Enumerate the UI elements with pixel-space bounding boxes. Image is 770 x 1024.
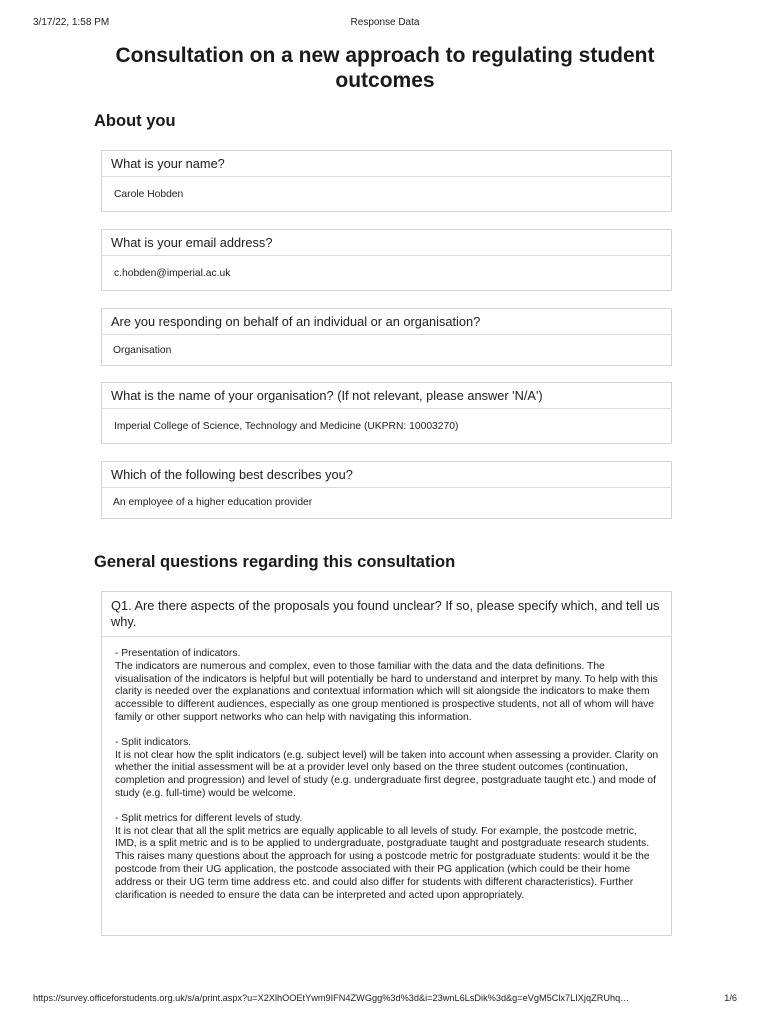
answer-text: Organisation <box>113 345 172 356</box>
question-text: Which of the following best describes you? <box>102 462 671 488</box>
question-card-organisation <box>101 382 672 444</box>
question-card-describes <box>101 461 672 519</box>
question-text: Q1. Are there aspects of the proposals you found unclear? If so, please specify which, and tell us why. <box>102 592 671 637</box>
print-doc-title: Response Data <box>350 17 420 28</box>
answer-paragraph-body: It is not clear that all the split metrics are equally applicable to all levels of study. For example, the postcode metric, IMD, is a split metric and is to be applied to undergraduate, postgraduate taught and postgraduate research students. This raises many questions about the approach for using a postcode metric for postgraduate students: would it be the postcode from their UG application, the postcode associated with their PG application (which could be their home address or their UG term time address etc. and could also differ for students with different characteristics). Further clarification is needed to ensure the data can be interpreted and acted upon appropriately. <box>115 825 650 901</box>
answer-text: c.hobden@imperial.ac.uk <box>114 268 231 279</box>
answer-paragraph-body: It is not clear how the split indicators (e.g. subject level) will be taken into account when assessing a provider. Clarity on whether the initial assessment will be at a provider level only based on the three student outcomes (continuation, completion and progression) and level of study (e.g. undergraduate first degree, postgraduate taught etc.) and mode of study (e.g. full-time) would be welcome. <box>115 749 659 799</box>
answer-paragraph-heading: - Split indicators. <box>115 736 192 748</box>
page-title: Consultation on a new approach to regulating student outcomes <box>115 44 655 92</box>
question-card-q1 <box>101 591 672 936</box>
answer-paragraph <box>115 648 659 725</box>
answer-text: Carole Hobden <box>114 189 184 200</box>
print-footer <box>33 993 737 1007</box>
answer-text: An employee of a higher education provider <box>113 497 313 508</box>
print-url: https://survey.officeforstudents.org.uk/s/a/print.aspx?u=X2XlhOOEtYwm9IFN4ZWGgg%3d%3d&i=23wnL6LsDik%3d&g=eVgM5Clx7LIXjqZRUhq… <box>33 993 630 1003</box>
question-text: Are you responding on behalf of an individual or an organisation? <box>102 309 671 335</box>
answer-paragraph <box>115 813 659 903</box>
page-number: 1/6 <box>724 993 737 1003</box>
answer-paragraph-heading: - Presentation of indicators. <box>115 648 241 659</box>
question-text: What is your name? <box>102 151 671 177</box>
answer-text <box>102 637 671 910</box>
section-heading-general: General questions regarding this consultation <box>94 553 456 571</box>
question-text: What is the name of your organisation? (If not relevant, please answer 'N/A') <box>102 383 671 409</box>
question-card-behalf <box>101 308 672 366</box>
print-header <box>33 17 737 31</box>
question-text: What is your email address? <box>102 230 671 256</box>
question-card-name <box>101 150 672 212</box>
answer-paragraph-heading: - Split metrics for different levels of study. <box>115 812 303 824</box>
answer-text: Imperial College of Science, Technology and Medicine (UKPRN: 10003270) <box>114 421 459 432</box>
answer-paragraph-body: The indicators are numerous and complex, even to those familiar with the data and the data definitions. The visualisation of the indicators is helpful but will potentially be hard to understand and interpret by many. To help with this clarity is needed over the explanations and contextual information which will sit alongside the indicators to make them accessible to different audiences, especially as one group mentioned is prospective students, not all of whom will have family or other support networks who can help with navigating this information. <box>115 660 658 723</box>
answer-paragraph <box>115 737 659 801</box>
print-datetime: 3/17/22, 1:58 PM <box>33 17 110 28</box>
question-card-email <box>101 229 672 291</box>
section-heading-about-you: About you <box>94 112 176 130</box>
